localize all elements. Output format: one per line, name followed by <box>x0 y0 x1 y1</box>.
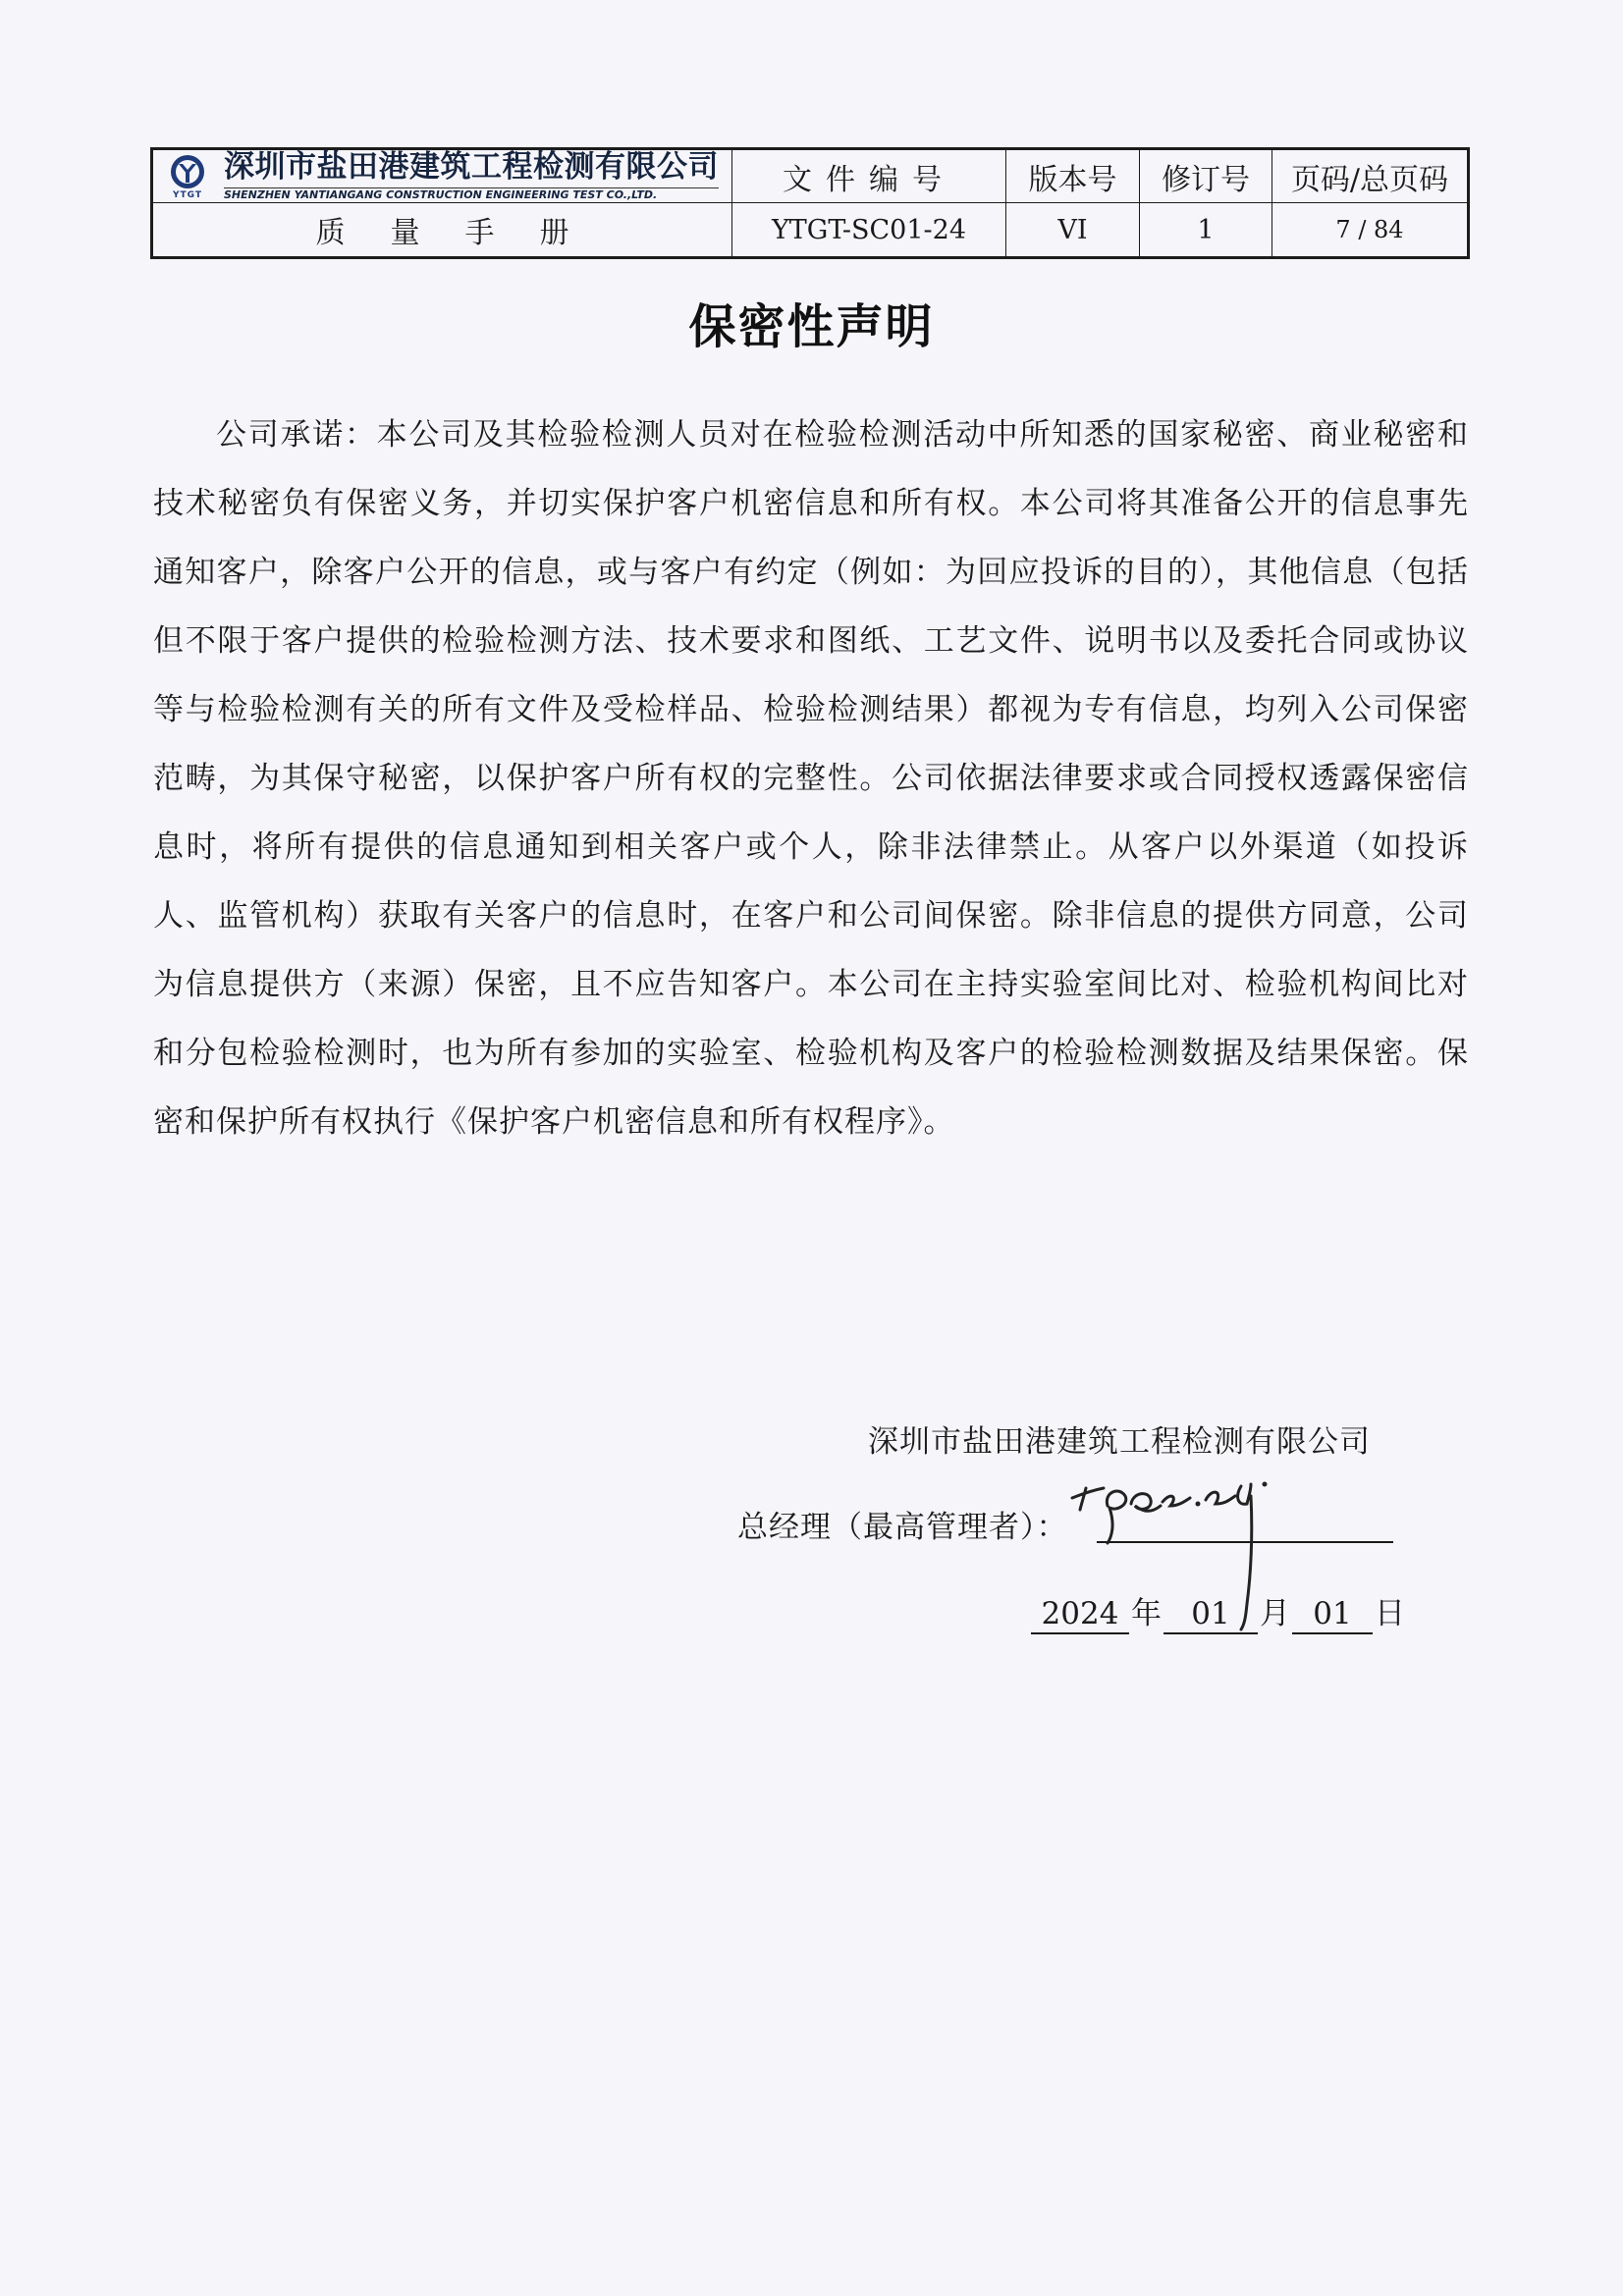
date-year: 2024 <box>1031 1595 1129 1634</box>
signature-date <box>1031 1588 1407 1634</box>
date-day: 01 <box>1292 1595 1373 1634</box>
file-no-value: YTGT-SC01-24 <box>732 203 1006 256</box>
date-month-unit: 月 <box>1260 1596 1290 1631</box>
document-title: 保密性声明 <box>688 299 935 354</box>
revision-header: 修订号 <box>1140 150 1272 203</box>
version-value: VI <box>1006 203 1140 256</box>
date-day-unit: 日 <box>1375 1596 1405 1631</box>
manual-title: 质量手册 <box>153 203 732 256</box>
statement-body: 公司承诺：本公司及其检验检测人员对在检验检测活动中所知悉的国家秘密、商业秘密和技术秘密负有保密义务，并切实保护客户机密信息和所有权。本公司将其准备公开的信息事先通知客户，除客户公开的信息，或与客户有约定（例如：为回应投诉的目的），其他信息（包括但不限于客户提供的检验检测方法、技术要求和图纸、工艺文件、说明书以及委托合同或协议等与检验检测有关的所有文件及受检样品、检验检测结果）都视为专有信息，均列入公司保密范畴，为其保守秘密，以保护客户所有权的完整性。公司依据法律要求或合同授权透露保密信息时，将所有提供的信息通知到相关客户或个人，除非法律禁止。从客户以外渠道（如投诉人、监管机构）获取有关客户的信息时，在客户和公司间保密。除非信息的提供方同意，公司为信息提供方（来源）保密，且不应告知客户。本公司在主持实验室间比对、检验机构间比对和分包检验检测时，也为所有参加的实验室、检验机构及客户的检验检测数据及结果保密。保密和保护所有权执行《保护客户机密信息和所有权程序》。 <box>153 417 1469 1140</box>
company-name-cn: 深圳市盐田港建筑工程检测有限公司 <box>224 150 719 185</box>
company-name-en: SHENZHEN YANTIANGANG CONSTRUCTION ENGINEERING TEST CO.,LTD. <box>224 187 719 200</box>
logo-tag: YTGT <box>172 189 203 200</box>
date-month: 01 <box>1163 1595 1258 1634</box>
company-logo-icon <box>165 153 210 192</box>
signature-company: 深圳市盐田港建筑工程检测有限公司 <box>868 1424 1371 1460</box>
file-no-header: 文件编号 <box>732 150 1006 203</box>
company-logo <box>161 153 214 200</box>
revision-value: 1 <box>1140 203 1272 256</box>
company-header-cell <box>153 150 732 203</box>
date-year-unit: 年 <box>1131 1596 1162 1631</box>
signature-label: 总经理（最高管理者）： <box>737 1510 1068 1545</box>
header-table <box>150 147 1470 259</box>
version-header: 版本号 <box>1006 150 1140 203</box>
page-header: 页码/总页码 <box>1272 150 1467 203</box>
page-value: 7 / 84 <box>1335 216 1404 243</box>
